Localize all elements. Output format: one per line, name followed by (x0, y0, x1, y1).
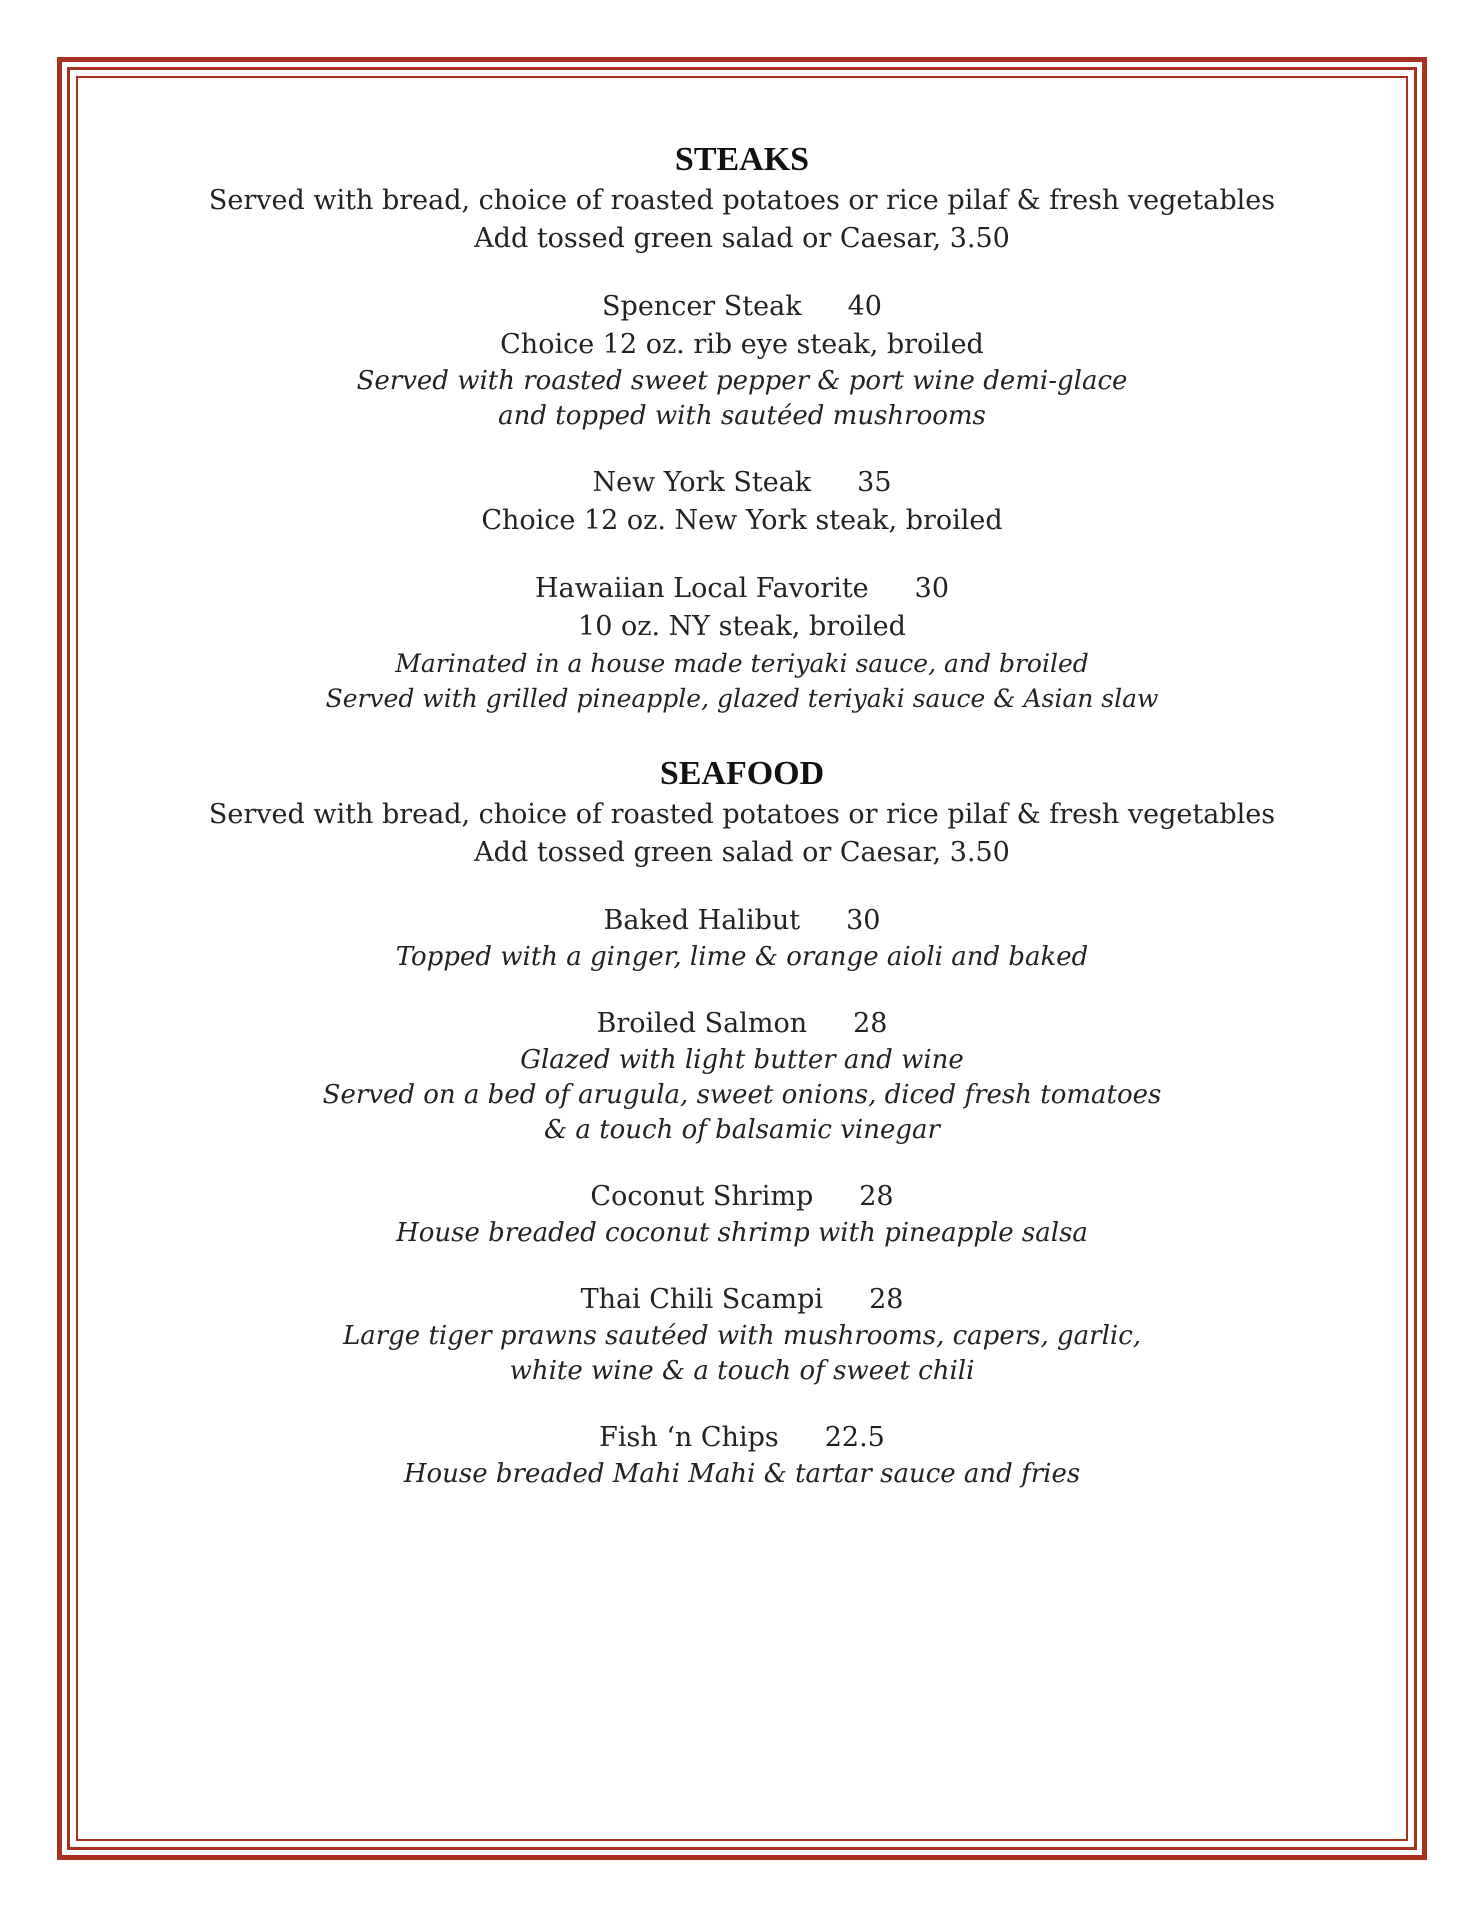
menu-item-description: Served with grilled pineapple, glazed teriyaki sauce & Asian slaw (325, 684, 1159, 713)
menu-item-name: Coconut Shrimp (590, 1181, 814, 1212)
menu-section-steaks (90, 138, 1394, 716)
menu-item-header (90, 570, 1394, 608)
menu-item (90, 288, 1394, 434)
menu-item-description: House breaded coconut shrimp with pineapple salsa (396, 1218, 1088, 1248)
menu-item-name: Baked Halibut (603, 905, 801, 936)
menu-item (90, 1005, 1394, 1148)
menu-item-price: 40 (847, 291, 882, 322)
menu-item-header (90, 1178, 1394, 1216)
menu-item-description: Glazed with light butter and wine (520, 1045, 964, 1075)
menu-item-header (90, 902, 1394, 940)
menu-item-description: Served on a bed of arugula, sweet onions, diced fresh tomatoes (322, 1080, 1162, 1110)
menu-item (90, 1281, 1394, 1389)
section-title: STEAKS (674, 141, 810, 178)
menu-item-name: Hawaiian Local Favorite (534, 573, 869, 604)
menu-item (90, 1178, 1394, 1251)
menu-item-header (90, 1281, 1394, 1319)
menu-item-price: 28 (853, 1008, 888, 1039)
menu-item-subline: 10 oz. NY steak, broiled (578, 611, 906, 642)
menu-item (90, 1419, 1394, 1492)
menu-page (90, 138, 1394, 1492)
menu-item-subline: Choice 12 oz. New York steak, broiled (481, 505, 1003, 536)
menu-item-name: Spencer Steak (602, 291, 802, 322)
menu-item-name: Fish ‘n Chips (599, 1422, 779, 1453)
menu-item-price: 22.5 (824, 1422, 885, 1453)
menu-item-name: Broiled Salmon (596, 1008, 808, 1039)
section-note: Add tossed green salad or Caesar, 3.50 (474, 837, 1010, 868)
menu-item-header (90, 288, 1394, 326)
menu-item-description: Marinated in a house made teriyaki sauce, and broiled (395, 649, 1089, 678)
menu-item-header (90, 464, 1394, 502)
menu-item-price: 28 (859, 1181, 894, 1212)
menu-item (90, 570, 1394, 716)
menu-item-description: Served with roasted sweet pepper & port wine demi-glace (356, 366, 1128, 396)
menu-item-description: Topped with a ginger, lime & orange aioli and baked (395, 942, 1089, 972)
menu-item (90, 464, 1394, 540)
section-note: Served with bread, choice of roasted potatoes or rice pilaf & fresh vegetables (208, 185, 1276, 216)
menu-item-price: 28 (869, 1284, 904, 1315)
menu-item-price: 30 (846, 905, 881, 936)
menu-item-name: New York Steak (592, 467, 812, 498)
section-note: Add tossed green salad or Caesar, 3.50 (474, 223, 1010, 254)
menu-item-description: House breaded Mahi Mahi & tartar sauce and fries (403, 1459, 1081, 1489)
section-note: Served with bread, choice of roasted potatoes or rice pilaf & fresh vegetables (208, 799, 1276, 830)
menu-item-subline: Choice 12 oz. rib eye steak, broiled (500, 329, 984, 360)
menu-section-seafood (90, 752, 1394, 1492)
menu-item-description: and topped with sautéed mushrooms (498, 401, 986, 431)
menu-item-price: 30 (914, 573, 950, 604)
menu-item-description: Large tiger prawns sautéed with mushrooms, capers, garlic, (342, 1321, 1142, 1351)
section-title: SEAFOOD (659, 755, 825, 792)
menu-item-name: Thai Chili Scampi (580, 1284, 824, 1315)
menu-item-description: & a touch of balsamic vinegar (544, 1115, 940, 1145)
menu-item-price: 35 (857, 467, 892, 498)
menu-item (90, 902, 1394, 975)
menu-item-header (90, 1419, 1394, 1457)
menu-item-header (90, 1005, 1394, 1043)
menu-item-description: white wine & a touch of sweet chili (509, 1356, 975, 1386)
